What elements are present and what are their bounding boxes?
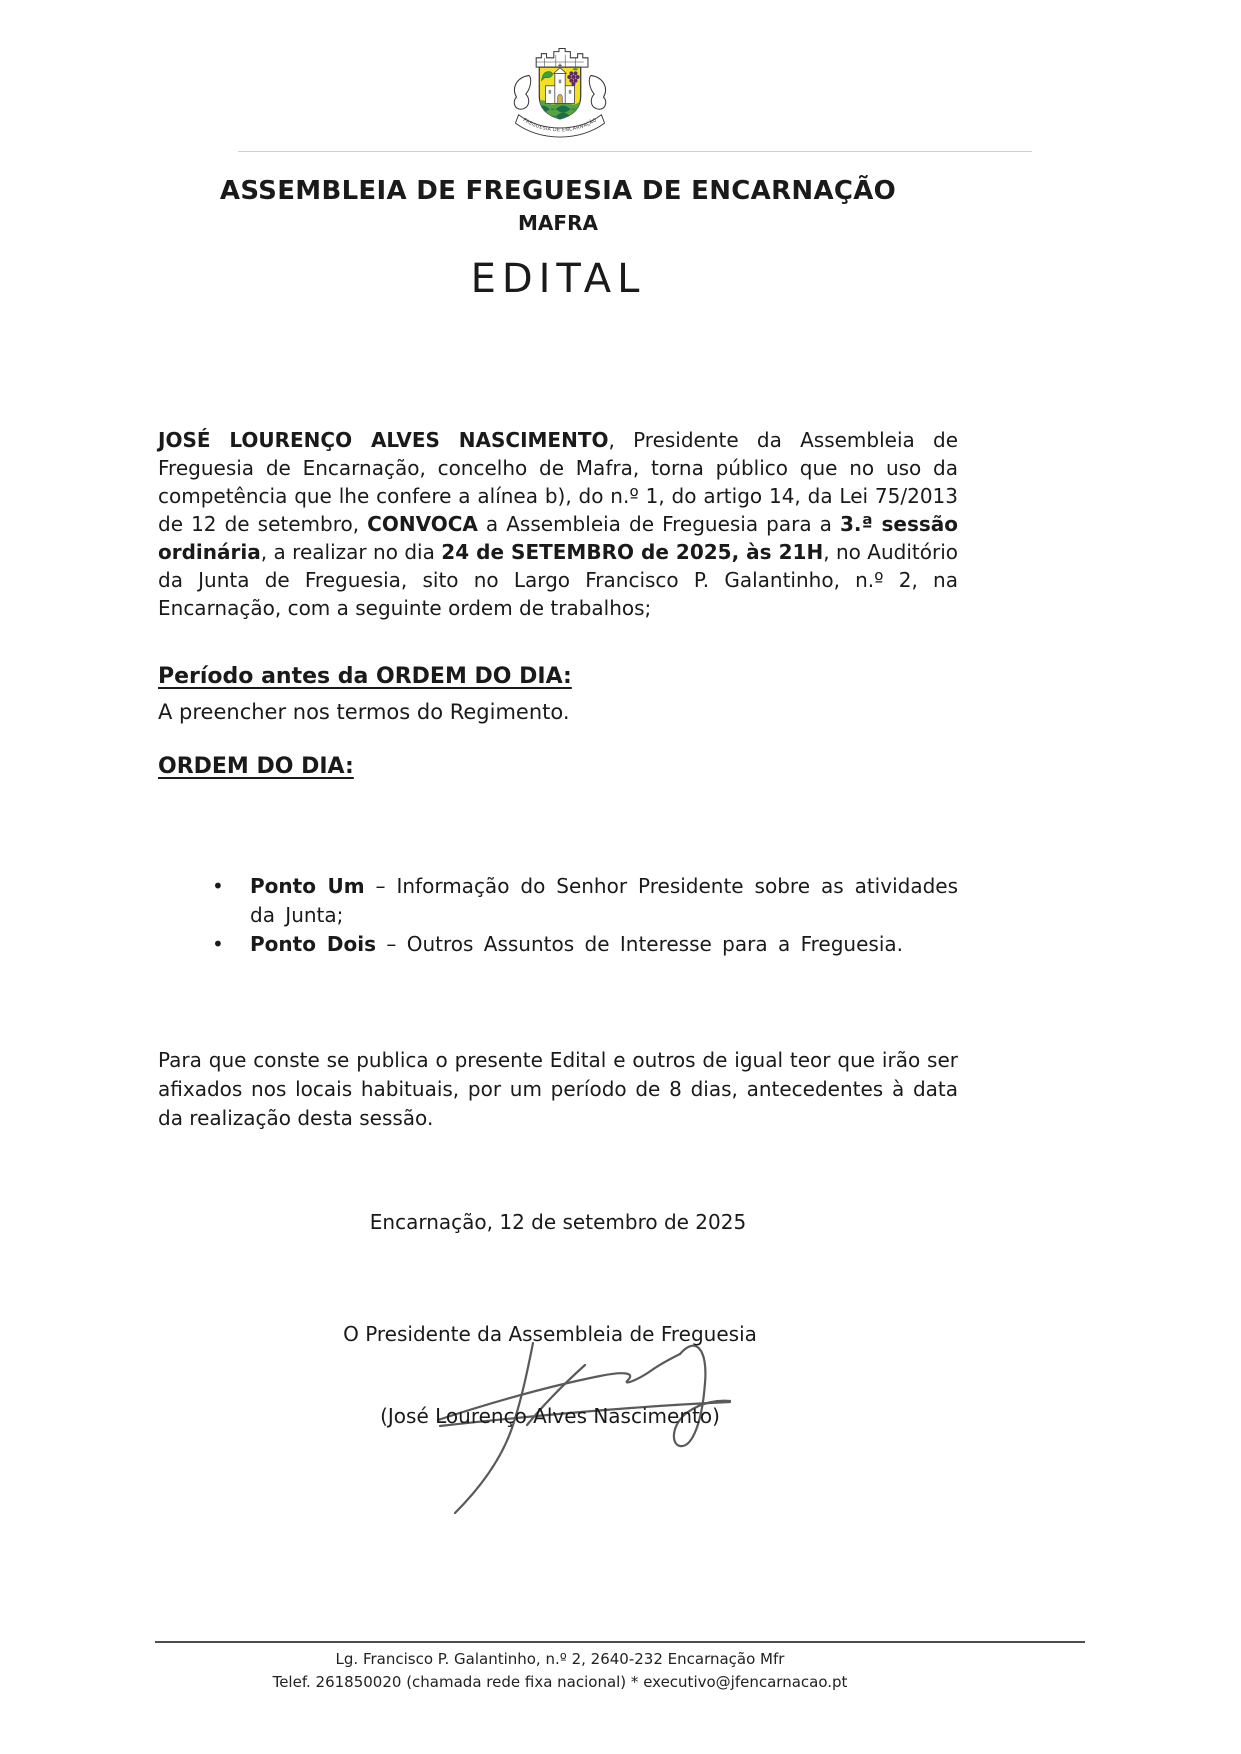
banner-text: FREGUESIA DE ENCARNAÇÃO [521, 117, 599, 134]
scroll-right-icon [589, 75, 605, 109]
scroll-left-icon [514, 75, 530, 109]
shield-icon [535, 64, 589, 124]
agenda-item-text: Ponto Um – Informação do Senhor Presidente sobre as atividades da Junta; [250, 874, 958, 927]
bullet-icon: • [212, 932, 224, 956]
agenda-list [212, 872, 958, 959]
agenda-item [212, 930, 958, 959]
signature-role: O Presidente da Assembleia de Freguesia [343, 1322, 757, 1346]
header-separator-line [238, 151, 1032, 152]
document-title: EDITAL [470, 256, 646, 302]
signature-name: (José Lourenço Alves Nascimento) [380, 1404, 720, 1428]
intro-paragraph: JOSÉ LOURENÇO ALVES NASCIMENTO, Presidente da Assembleia de Freguesia de Encarnação, concelho de Mafra, torna público que no uso da competência que lhe confere a alínea b), do n.º 1, do artigo 14, da Lei 75/2013 de 12 de setembro, CONVOCA a Assembleia de Freguesia para a 3.ª sessão ordinária, a realizar no dia 24 de SETEMBRO de 2025, às 21H, no Auditório da Junta de Freguesia, sito no Largo Francisco P. Galantinho, n.º 2, na Encarnação, com a seguinte ordem de trabalhos; [158, 428, 958, 620]
pre-agenda-heading: Período antes da ORDEM DO DIA: [158, 664, 572, 689]
agenda-item-text: Ponto Dois – Outros Assuntos de Interesse para a Freguesia. [250, 932, 903, 956]
closing-paragraph: Para que conste se publica o presente Edital e outros de igual teor que irão ser afixados nos locais habituais, por um período de 8 dias, antecedentes à data da realização desta sessão. [158, 1048, 958, 1130]
footer-address: Lg. Francisco P. Galantinho, n.º 2, 2640-232 Encarnação Mfr [335, 1650, 785, 1668]
dateline: Encarnação, 12 de setembro de 2025 [369, 1210, 747, 1234]
bullet-icon: • [212, 874, 224, 898]
coat-of-arms [502, 42, 618, 142]
pre-agenda-note: A preencher nos termos do Regimento. [158, 700, 570, 724]
agenda-heading: ORDEM DO DIA: [158, 754, 354, 779]
agenda-item [212, 872, 958, 930]
footer-contact: Telef. 261850020 (chamada rede fixa nacional) * executivo@jfencarnacao.pt [272, 1673, 848, 1691]
org-subtitle: MAFRA [518, 211, 598, 235]
mural-crown-icon [536, 49, 588, 68]
signature-scribble [400, 1328, 760, 1528]
org-title: ASSEMBLEIA DE FREGUESIA DE ENCARNAÇÃO [219, 176, 897, 206]
footer-separator-line [155, 1641, 1085, 1643]
